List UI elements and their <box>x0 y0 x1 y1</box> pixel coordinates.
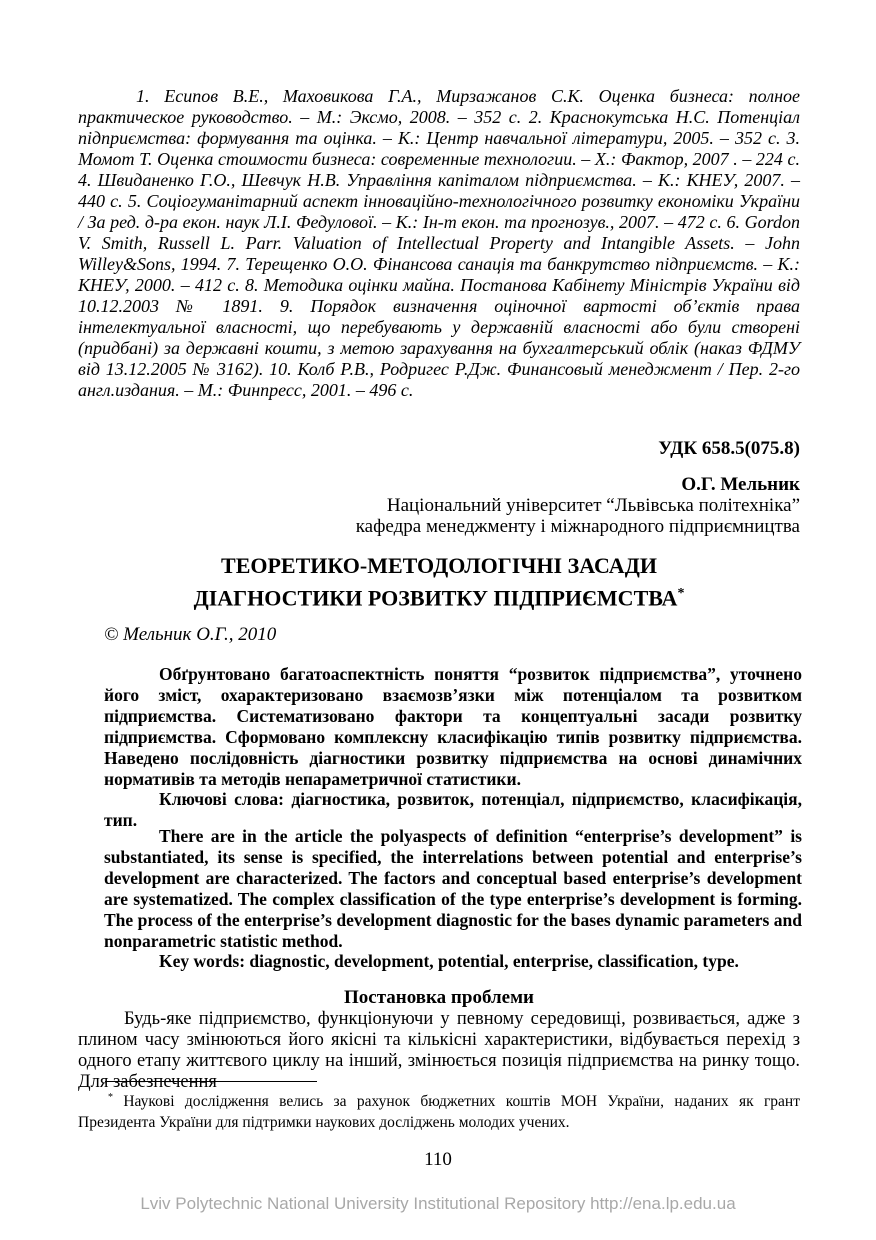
abstract-english <box>104 826 802 972</box>
article-title-line2: ДІАГНОСТИКИ РОЗВИТКУ ПІДПРИЄМСТВА <box>193 585 678 611</box>
footnote-separator <box>105 1081 317 1082</box>
keywords-ukrainian: Ключові слова: діагностика, розвиток, потенціал, підприємство, класифікація, тип. <box>104 789 802 831</box>
references-paragraph: 1. Есипов В.Е., Маховикова Г.А., Мирзажанов С.К. Оценка бизнеса: полное практическое руководство. – М.: Эксмо, 2008. – 352 с. 2. Краснокутська Н.С. Потенціал підприємства: формування та оцінка. – К.: Центр навчальної літератури, 2005. – 352 с. 3. Момот Т. Оценка стоимости бизнеса: современные технологии. – Х.: Фактор, 2007 . – 224 с. 4. Швиданенко Г.О., Шевчук Н.В. Управління капіталом підприємства. – К.: КНЕУ, 2007. – 440 с. 5. Соціогуманітарний аспект інноваційно-технологічного розвитку економіки України / За ред. д-ра екон. наук Л.І. Федулової. – К.: Ін-т екон. та прогнозув., 2007. – 472 с. 6. Gordon V. Smith, Russell L. Parr. Valuation of Intellectual Property and Intangible Assets. – John Willey&Sons, 1994. 7. Терещенко О.О. Фінансова санація та банкрутство підприємств. – К.: КНЕУ, 2000. – 412 с. 8. Методика оцінки майна. Постанова Кабінету Міністрів України від 10.12.2003 № 1891. 9. Порядок визначення оціночної вартості об’єктів права інтелектуальної власності, що перебувають у державній власності або були створені (придбані) за державні кошти, з метою зарахування на бухгалтерський облік (наказ ФДМУ від 13.12.2005 № 3162). 10. Колб Р.В., Родригес Р.Дж. Финансовый менеджмент / Пер. 2-го англ.издания. – М.: Финпресс, 2001. – 496 с. <box>78 86 800 400</box>
title-footnote-mark: * <box>677 586 685 601</box>
footnote-mark: * <box>108 1092 113 1103</box>
affiliation-university: Національний університет “Львівська політехніка” <box>386 495 800 516</box>
copyright-line: © Мельник О.Г., 2010 <box>104 624 277 645</box>
udc-code: УДК 658.5(075.8) <box>658 438 800 459</box>
affiliation-department: кафедра менеджменту і міжнародного підприємництва <box>355 516 800 537</box>
author-name: О.Г. Мельник <box>681 474 800 495</box>
article-title-line1: ТЕОРЕТИКО-МЕТОДОЛОГІЧНІ ЗАСАДИ <box>221 553 657 578</box>
page-number: 110 <box>424 1149 452 1170</box>
section-heading: Постановка проблеми <box>344 987 534 1008</box>
repository-footer: Lviv Polytechnic National University Institutional Repository http://ena.lp.edu.ua <box>140 1194 736 1213</box>
abstract-english-text: There are in the article the polyaspects of definition “enterprise’s development” is substantiated, its sense is specified, the interrelations between potential and enterprise’s development are characterized. The factors and conceptual based enterprise’s development are systematized. The complex classification of the type enterprise’s development is forming. The process of the enterprise’s development diagnostic for the bases dynamic parameters and nonparametric statistic method. <box>104 826 802 951</box>
article-title <box>78 552 800 612</box>
body-paragraph: Будь-яке підприємство, функціонуючи у певному середовищі, розвивається, адже з плином часу змінюються його якісні та кількісні характеристики, відбувається перехід з одного етапу життєвого циклу на інший, змінюється позиція підприємства на ринку тощо. Для забезпечення <box>78 1009 800 1092</box>
author-block <box>78 474 800 537</box>
footnote-body: Наукові дослідження велись за рахунок бюджетних коштів МОН України, наданих як грант Президента України для підтримки наукових досліджень молодих учених. <box>78 1093 800 1131</box>
keywords-english: Key words: diagnostic, development, potential, enterprise, classification, type. <box>159 951 739 972</box>
footnote-block <box>78 1081 800 1133</box>
abstract-ukrainian-text: Обґрунтовано багатоаспектність поняття “розвиток підприємства”, уточнено його зміст, охарактеризовано взаємозв’язки між потенціалом та розвитком підприємства. Систематизовано фактори та концептуальні засади розвитку підприємства. Сформовано комплексну класифікацію типів розвитку підприємства. Наведено послідовність діагностики розвитку підприємства на основі динамічних нормативів та методів непараметричної статистики. <box>104 664 802 789</box>
footnote-text <box>78 1088 800 1133</box>
abstract-ukrainian <box>104 664 802 831</box>
